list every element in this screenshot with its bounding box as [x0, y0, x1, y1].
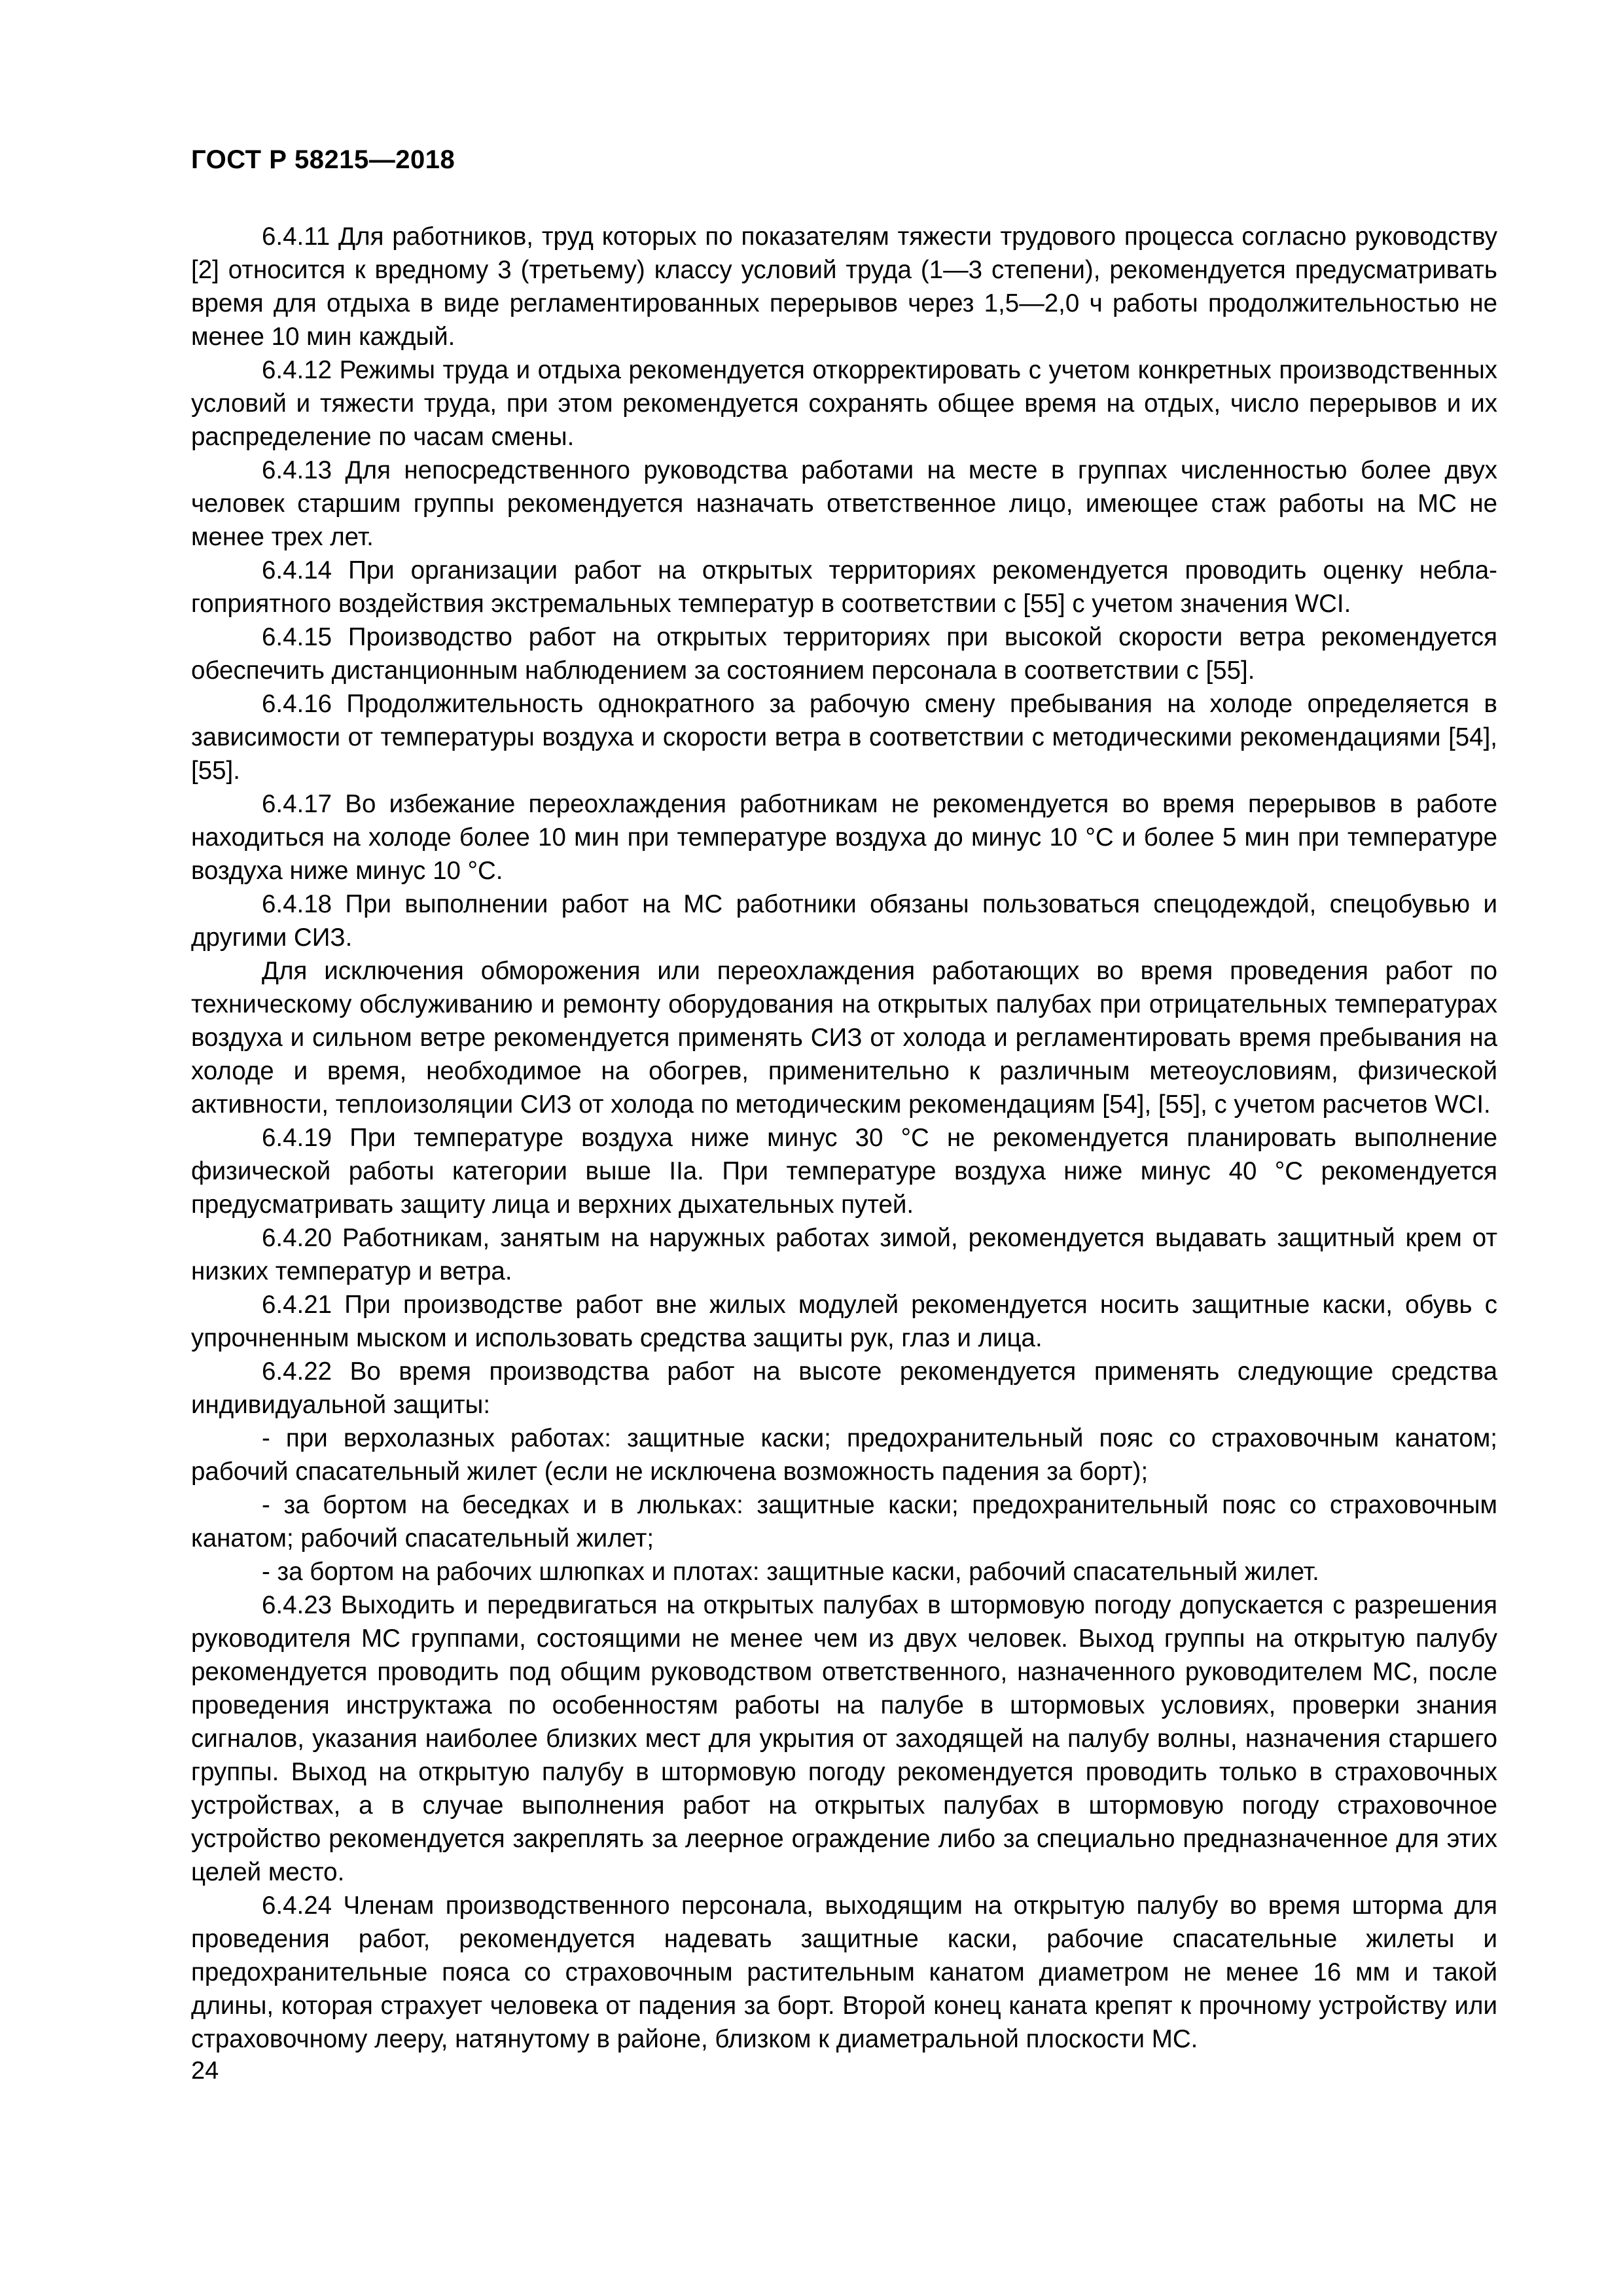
paragraph-6-4-24: 6.4.24 Членам производственного персонала, выходящим на открытую палубу во время шторма для проведения работ, рекомендуется надевать защитные каски, рабочие спасательные жилеты и предохранительные пояса со страховочным растительным канатом диаметром не менее 16 мм и такой длины, которая страхует человека от падения за борт. Второй конец каната крепят к прочному устройству или страховочному лееру, натянутому в районе, близком к диаметральной плоскости МС.	[191, 1892, 1497, 2053]
list-item-overboard-boats: - за бортом на рабочих шлюпках и плотах: защитные каски, рабочий спасательный жилет.	[262, 1558, 1319, 1586]
paragraph-6-4-15: 6.4.15 Производство работ на открытых территориях при высокой скорости ветра рекомендуется обеспечить дистанционным наблюдением за состоянием персонала в соответствии с [55].	[191, 623, 1497, 685]
paragraph-6-4-18: 6.4.18 При выполнении работ на МС работники обязаны пользоваться спецодеждой, спецобувью и другими СИЗ.	[191, 890, 1497, 952]
paragraph-6-4-21: 6.4.21 При производстве работ вне жилых модулей рекомендуется носить защитные каски, обувь с упрочненным мыском и использовать средства защиты рук, глаз и лица.	[191, 1291, 1497, 1352]
paragraph-6-4-14: 6.4.14 При организации работ на открытых территориях рекомендуется проводить оценку неблагоприятного воздействия экстремальных температур в соответствии с [55] с учетом значения WCI.	[191, 556, 1497, 618]
paragraph-6-4-12: 6.4.12 Режимы труда и отдыха рекомендуется откорректировать с учетом конкретных производственных условий и тяжести труда, при этом рекомендуется сохранять общее время на отдых, число перерывов и их распределение по часам смены.	[191, 356, 1497, 451]
paragraph-6-4-20: 6.4.20 Работникам, занятым на наружных работах зимой, рекомендуется выдавать защитный крем от низких температур и ветра.	[191, 1224, 1497, 1285]
page-number: 24	[191, 2057, 219, 2085]
paragraph-6-4-16: 6.4.16 Продолжительность однократного за рабочую смену пребывания на холоде определяется в зависимости от температуры воздуха и скорости ветра в соответствии с методическими рекомендациями [54], [55].	[191, 690, 1497, 785]
paragraph-6-4-22: 6.4.22 Во время производства работ на высоте рекомендуется применять следующие средства индивидуальной защиты:	[191, 1357, 1497, 1419]
paragraph-6-4-13: 6.4.13 Для непосредственного руководства работами на месте в группах численностью более двух человек старшим группы рекомендуется назначать ответственное лицо, имеющее стаж работы на МС не менее трех лет.	[191, 456, 1497, 551]
paragraph-6-4-19: 6.4.19 При температуре воздуха ниже минус 30 °С не рекомендуется планировать выполнение физической работы категории выше IIа. При температуре воздуха ниже минус 40 °С рекомендуется предусматривать защиту лица и верхних дыхательных путей.	[191, 1124, 1497, 1219]
list-item-steeplejack-work: - при верхолазных работах: защитные каски; предохранительный пояс со страховочным канатом; рабочий спасательный жилет (если не исключена возможность падения за борт);	[191, 1424, 1497, 1486]
document-header: ГОСТ Р 58215—2018	[191, 145, 455, 174]
paragraph-6-4-23: 6.4.23 Выходить и передвигаться на открытых палубах в штормовую погоду допускается с разрешения руководителя МС группами, состоящими не менее чем из двух человек. Выход группы на открытую палубу рекомендуется проводить под общим руководством ответственного, назначенного руководителем МС, после проведения инструктажа по особенностям работы на палубе в штормовых условиях, проверки знания сигналов, указания наиболее близких мест для укрытия от заходящей на палубу волны, назначения старшего группы. Выход на открытую палубу в штормовую погоду рекомендуется проводить только в страховочных устройствах, а в случае выполнения работ на открытых палубах в штормовую погоду страховочное устройство рекомендуется закреплять за леерное ограждение либо за специально предназначенное для этих целей место.	[191, 1591, 1497, 1886]
paragraph-6-4-17: 6.4.17 Во избежание переохлаждения работникам не рекомендуется во время перерывов в работе находиться на холоде более 10 мин при температуре воздуха до минус 10 °С и более 5 мин при температуре воздуха ниже минус 10 °С.	[191, 790, 1497, 885]
document-body	[191, 220, 1497, 2056]
list-item-overboard-cradles: - за бортом на беседках и в люльках: защитные каски; предохранительный пояс со страховочным канатом; рабочий спасательный жилет;	[191, 1491, 1497, 1552]
paragraph-cold-protection: Для исключения обморожения или переохлаждения работающих во время проведения работ по техническому обслуживанию и ремонту оборудования на открытых палубах при отрицательных температурах воздуха и сильном ветре рекомендуется применять СИЗ от холода и регламентировать время пребывания на холоде и время, необходимое на обогрев, применительно к различным метеоусловиям, физической активности, теплоизоляции СИЗ от холода по методическим рекомендациям [54], [55], с учетом расчетов WCI.	[191, 957, 1497, 1119]
paragraph-6-4-11: 6.4.11 Для работников, труд которых по показателям тяжести трудового процесса согласно руководству [2] относится к вредному 3 (третьему) классу условий труда (1—3 степени), рекомендуется предусматривать время для отдыха в виде регламентированных перерывов через 1,5—2,0 ч работы продолжительностью не менее 10 мин каждый.	[191, 223, 1497, 351]
